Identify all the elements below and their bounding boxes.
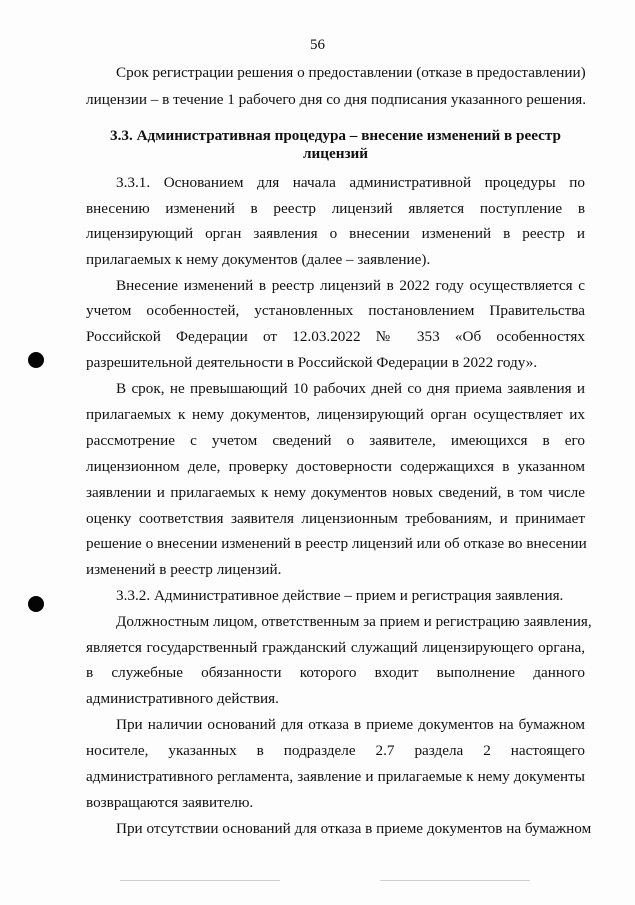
text-line: Внесение изменений в реестр лицензий в 2022 году осуществляется с <box>116 277 585 294</box>
section-heading-line2: лицензий <box>302 145 369 162</box>
text-line: заявлении и прилагаемых к нему документов новых сведений, в том числе <box>86 484 585 501</box>
text-line: административного регламента, заявление и прилагаемые к нему документы <box>86 768 585 785</box>
text-line: При отсутствии оснований для отказа в приеме документов на бумажном <box>116 820 592 837</box>
text-line: является государственный гражданский служащий лицензирующего органа, <box>86 639 585 656</box>
text-line: разрешительной деятельности в Российской Федерации в 2022 году». <box>86 354 538 371</box>
text-line: В срок, не превышающий 10 рабочих дней со дня приема заявления и <box>116 380 585 397</box>
punch-hole-mark <box>28 352 44 368</box>
scan-edge-line <box>120 880 280 881</box>
text-line: учетом особенностей, установленных постановлением Правительства <box>86 302 585 319</box>
text-line: 3.3.1. Основанием для начала административной процедуры по <box>116 174 585 191</box>
text-line: внесению изменений в реестр лицензий является поступление в <box>86 200 585 217</box>
text-line: лицензии – в течение 1 рабочего дня со дня подписания указанного решения. <box>86 91 587 108</box>
page-number: 56 <box>310 37 325 53</box>
scan-edge-line <box>380 880 530 881</box>
text-line: возвращаются заявителю. <box>86 794 254 811</box>
text-line: административного действия. <box>86 690 279 707</box>
text-line: оценку соответствия заявителя лицензионным требованиям, и принимает <box>86 510 585 527</box>
text-line: решение о внесении изменений в реестр лицензий или об отказе во внесении <box>86 535 587 552</box>
text-line: прилагаемых к нему документов, лицензирующий орган осуществляет их <box>86 406 585 423</box>
text-line: прилагаемых к нему документов (далее – заявление). <box>86 251 431 268</box>
text-line: в служебные обязанности которого входит выполнение данного <box>86 664 585 681</box>
text-line: Должностным лицом, ответственным за прием и регистрацию заявления, <box>116 613 592 630</box>
text-line: 3.3.2. Административное действие – прием и регистрация заявления. <box>116 587 564 604</box>
section-heading-line1: 3.3. Административная процедура – внесение изменений в реестр <box>109 127 561 144</box>
text-line: Российской Федерации от 12.03.2022 № 353 «Об особенностях <box>86 328 585 345</box>
text-line: При наличии оснований для отказа в приеме документов на бумажном <box>116 716 585 733</box>
text-line: изменений в реестр лицензий. <box>86 561 282 578</box>
text-line: лицензионном деле, проверку достоверности содержащихся в указанном <box>86 458 585 475</box>
text-line: носителе, указанных в подразделе 2.7 раздела 2 настоящего <box>86 742 585 759</box>
punch-hole-mark <box>28 596 44 612</box>
text-line: Срок регистрации решения о предоставлении (отказе в предоставлении) <box>116 64 586 81</box>
text-line: рассмотрение с учетом сведений о заявителе, имеющихся в его <box>86 432 585 449</box>
text-line: лицензирующий орган заявления о внесении изменений в реестр и <box>86 225 585 242</box>
